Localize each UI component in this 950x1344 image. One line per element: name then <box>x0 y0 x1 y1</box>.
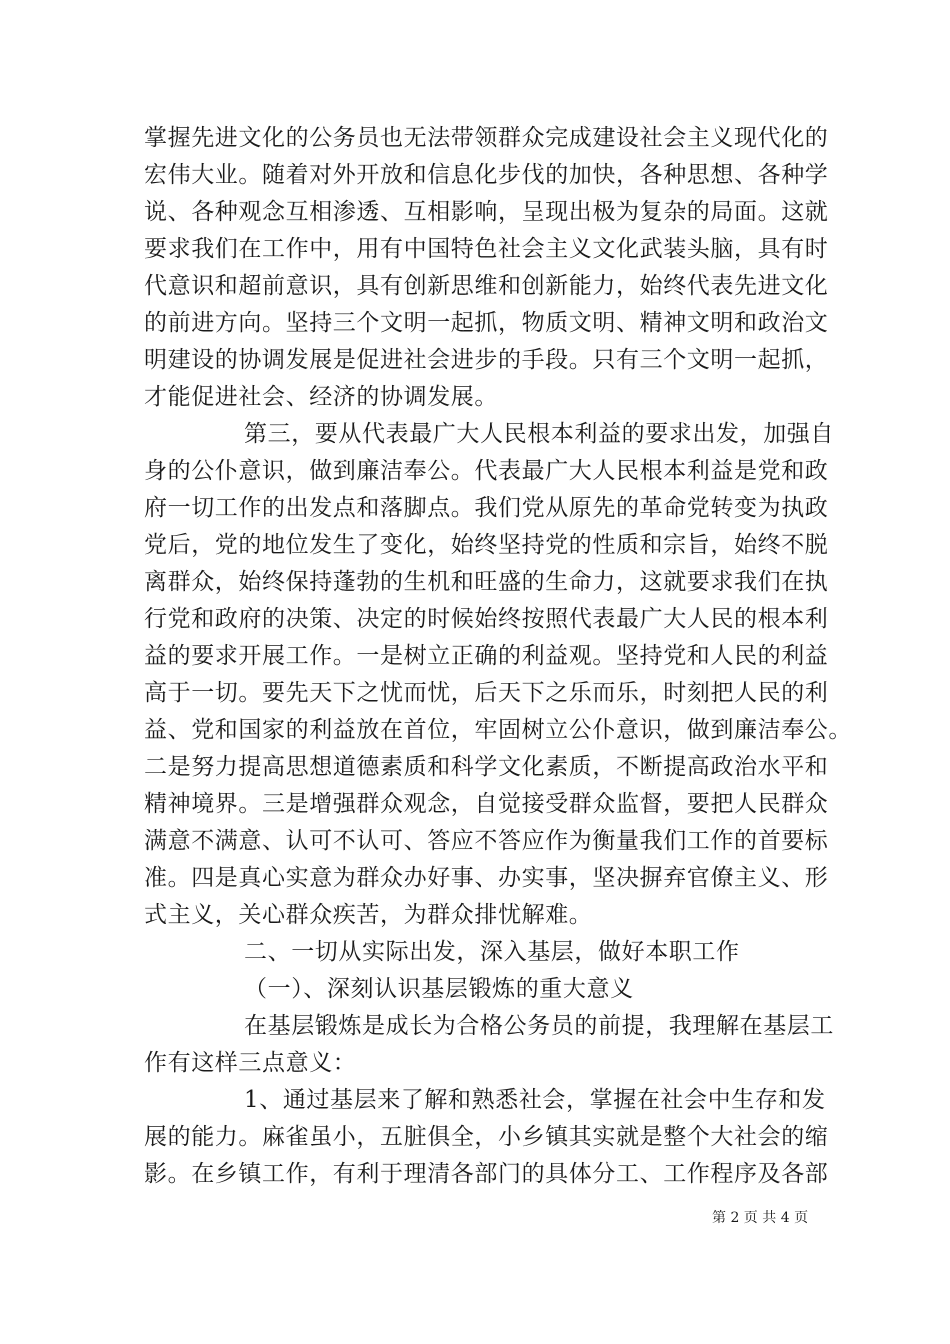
text-line-14: 行党和政府的决策、决定的时候始终按照代表最广大人民的根本利 <box>144 606 829 632</box>
text-line-8: 才能促进社会、经济的协调发展。 <box>144 384 498 410</box>
text-line-22: 式主义，关心群众疾苦，为群众排忧解难。 <box>144 902 593 928</box>
text-line-2: 宏伟大业。随着对外开放和信息化步伐的加快，各种思想、各种学 <box>144 162 829 188</box>
text-line-3: 说、各种观念互相渗透、互相影响，呈现出极为复杂的局面。这就 <box>144 199 829 225</box>
text-line-18: 二是努力提高思想道德素质和科学文化素质，不断提高政治水平和 <box>144 754 829 780</box>
text-line-7: 明建设的协调发展是促进社会进步的手段。只有三个文明一起抓， <box>144 347 829 373</box>
text-line-19: 精神境界。三是增强群众观念，自觉接受群众监督，要把人民群众 <box>144 791 829 817</box>
subsection-heading: （一）、深刻认识基层锻炼的重大意义 <box>244 976 634 1002</box>
text-line-16: 高于一切。要先天下之忧而忧，后天下之乐而乐，时刻把人民的利 <box>144 680 829 706</box>
text-line-26: 作有这样三点意义： <box>144 1050 357 1076</box>
text-line-21: 准。四是真心实意为群众办好事、办实事，坚决摒弃官僚主义、形 <box>144 865 829 891</box>
text-line-28: 展的能力。麻雀虽小，五脏俱全，小乡镇其实就是整个大社会的缩 <box>144 1124 829 1150</box>
text-line-15: 益的要求开展工作。一是树立正确的利益观。坚持党和人民的利益 <box>144 643 829 669</box>
text-line-1: 掌握先进文化的公务员也无法带领群众完成建设社会主义现代化的 <box>144 125 829 151</box>
text-line-4: 要求我们在工作中，用有中国特色社会主义文化武装头脑，具有时 <box>144 236 829 262</box>
text-line-17: 益、党和国家的利益放在首位，牢固树立公仆意识，做到廉洁奉公。 <box>144 717 852 743</box>
section-heading: 二、一切从实际出发，深入基层，做好本职工作 <box>244 939 740 965</box>
text-line-12: 党后，党的地位发生了变化，始终坚持党的性质和宗旨，始终不脱 <box>144 532 829 558</box>
text-line-20: 满意不满意、认可不认可、答应不答应作为衡量我们工作的首要标 <box>144 828 829 854</box>
text-line-10: 身的公仆意识，做到廉洁奉公。代表最广大人民根本利益是党和政 <box>144 458 829 484</box>
text-line-29: 影。在乡镇工作，有利于理清各部门的具体分工、工作程序及各部 <box>144 1161 829 1187</box>
text-line-6: 的前进方向。坚持三个文明一起抓，物质文明、精神文明和政治文 <box>144 310 829 336</box>
paragraph-start-line: 1、通过基层来了解和熟悉社会，掌握在社会中生存和发 <box>244 1087 826 1113</box>
page-number-footer: 第 2 页 共 4 页 <box>712 1210 809 1226</box>
text-line-11: 府一切工作的出发点和落脚点。我们党从原先的革命党转变为执政 <box>144 495 829 521</box>
text-line-5: 代意识和超前意识，具有创新思维和创新能力，始终代表先进文化 <box>144 273 829 299</box>
text-line-13: 离群众，始终保持蓬勃的生机和旺盛的生命力，这就要求我们在执 <box>144 569 829 595</box>
paragraph-start-line: 在基层锻炼是成长为合格公务员的前提，我理解在基层工 <box>244 1013 834 1039</box>
paragraph-start-line: 第三，要从代表最广大人民根本利益的要求出发，加强自 <box>244 421 834 447</box>
